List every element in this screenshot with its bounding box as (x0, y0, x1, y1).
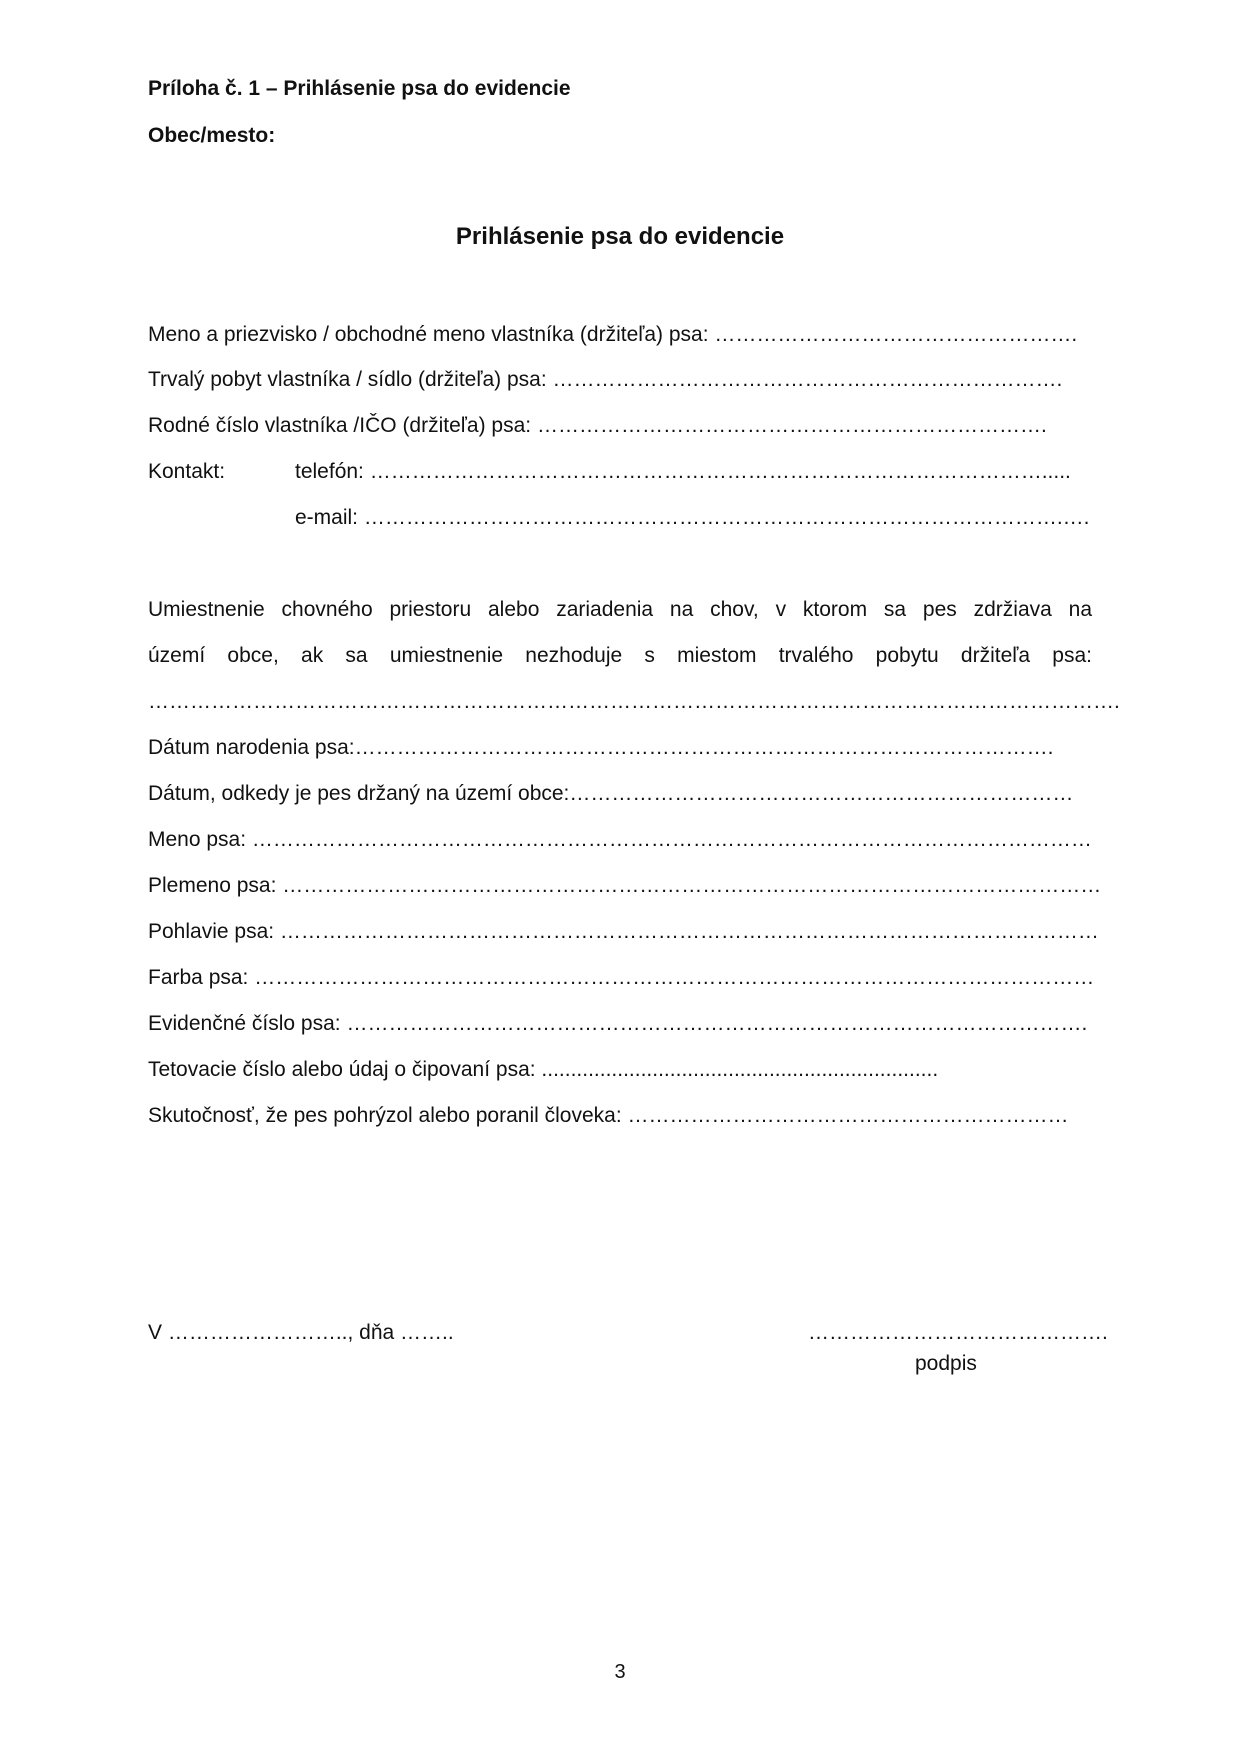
phone-field: telefón: ……………………………………………………………………………………..... (295, 460, 1071, 483)
appendix-heading: Príloha č. 1 – Prihlásenie psa do evidencie (148, 77, 571, 100)
signature-caption: podpis (915, 1352, 977, 1375)
place-date-field: V …………………….., dňa …….. (148, 1321, 454, 1344)
dog-registration-number-field: Evidenčné číslo psa: ……………………………………………………………………………………………. (148, 1012, 1088, 1035)
dog-birth-date-field: Dátum narodenia psa:………………………………………………………………………………………. (148, 736, 1054, 759)
dog-color-field: Farba psa: ………………………………………………………………………………………………………… (148, 966, 1095, 989)
dog-name-field: Meno psa: ………………………………………………………………………………………………………… (148, 828, 1092, 851)
dog-held-since-field: Dátum, odkedy je pes držaný na území obce:……………………………………………………………… (148, 782, 1074, 805)
owner-id-field: Rodné číslo vlastníka /IČO (držiteľa) psa: ………………………………………………………………. (148, 414, 1047, 437)
location-line-3: …………………………………………………………………………………………………………………………. (148, 690, 1120, 713)
owner-residence-field: Trvalý pobyt vlastníka / sídlo (držiteľa) psa: ………………………………………………………………. (148, 368, 1063, 391)
page-number: 3 (614, 1661, 626, 1683)
location-line-2: území obce, ak sa umiestnenie nezhoduje s miestom trvalého pobytu držiteľa psa: (148, 644, 1092, 667)
dog-breed-field: Plemeno psa: ……………………………………………………………………………………………………… (148, 874, 1102, 897)
email-field: e-mail: ……………………………………………………………………………………….…. (295, 506, 1090, 529)
dog-tattoo-chip-field: Tetovacie číslo alebo údaj o čipovaní psa: .................................................................... (148, 1058, 939, 1081)
dog-bite-record-field: Skutočnosť, že pes pohrýzol alebo poranil človeka: ……………………………………………………… (148, 1104, 1069, 1127)
owner-name-field: Meno a priezvisko / obchodné meno vlastníka (držiteľa) psa: ……………………………………………. (148, 323, 1078, 346)
location-line-1: Umiestnenie chovného priestoru alebo zariadenia na chov, v ktorom sa pes zdržiava na (148, 598, 1092, 621)
document-title: Prihlásenie psa do evidencie (455, 223, 785, 250)
dog-sex-field: Pohlavie psa: ……………………………………………………………………………………………………… (148, 920, 1099, 943)
contact-label: Kontakt: (148, 460, 226, 483)
signature-line: ……………………………………. (808, 1321, 1108, 1344)
municipality-label: Obec/mesto: (148, 124, 276, 147)
